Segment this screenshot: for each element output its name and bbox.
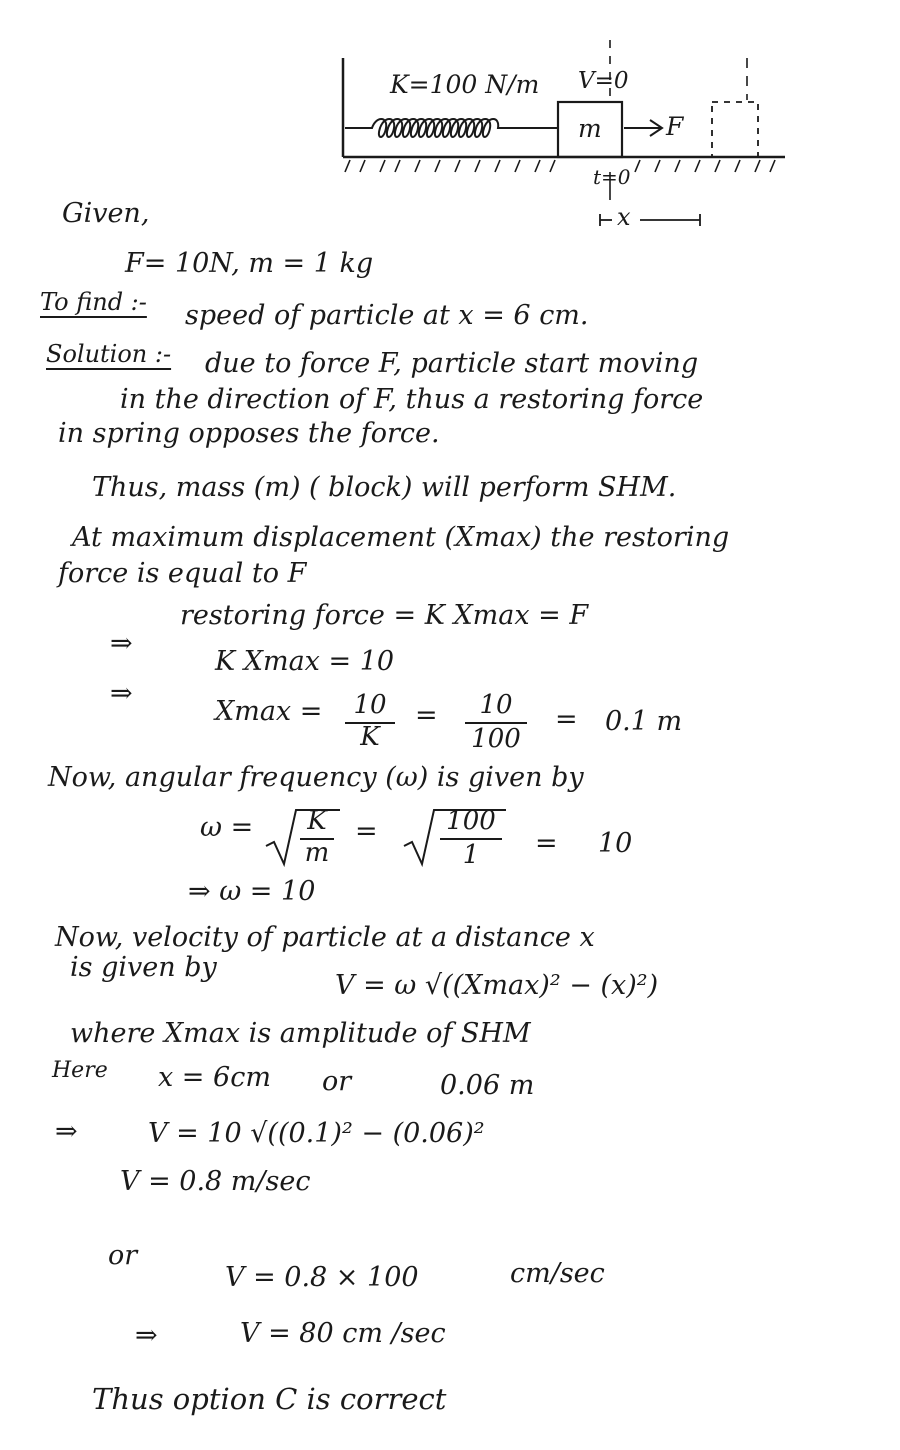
solution-label: Solution :- <box>46 340 172 368</box>
solution-line-1: due to force F, particle start moving <box>205 348 699 379</box>
omega-numerator-2: 100 <box>446 806 496 836</box>
here-label: Here <box>52 1058 108 1083</box>
velocity-formula: V = ω √((Xmax)² − (x)²) <box>335 970 659 1001</box>
solution-line-2: in the direction of F, thus a restoring force <box>120 384 704 415</box>
xmax-denominator-1: K <box>360 722 380 752</box>
omega-final: ⇒ ω = 10 <box>188 876 316 907</box>
velocity-final: V = 80 cm /sec <box>240 1318 446 1349</box>
xmax-numerator-1: 10 <box>353 690 387 720</box>
conclusion: Thus option C is correct <box>92 1382 447 1416</box>
given-heading: Given, <box>62 198 150 229</box>
xmax-numerator-2: 10 <box>479 690 513 720</box>
restoring-force-eq: restoring force = K Xmax = F <box>180 600 589 631</box>
solution-line-6: force is equal to F <box>58 558 307 589</box>
omega-denominator-2: 1 <box>462 840 480 870</box>
velocity-conversion-unit: cm/sec <box>510 1258 605 1289</box>
here-meters-value: 0.06 m <box>440 1070 535 1101</box>
solution-line-4: Thus, mass (m) ( block) will perform SHM. <box>92 472 677 503</box>
solution-line-3: in spring opposes the force. <box>58 418 440 449</box>
to-find-label: To find :- <box>40 288 147 316</box>
here-x-value: x = 6cm <box>158 1062 271 1093</box>
equals-sign: = <box>415 700 438 731</box>
xmax-lhs: Xmax = <box>215 696 323 727</box>
implies-arrow: ⇒ <box>110 678 133 709</box>
xmax-result: 0.1 m <box>605 706 683 737</box>
velocity-zero-label: V=0 <box>578 68 629 94</box>
kxmax-eq: K Xmax = 10 <box>215 646 395 677</box>
floor-hatching <box>345 160 775 172</box>
or-label: or <box>108 1240 138 1271</box>
to-find-text: speed of particle at x = 6 cm. <box>185 300 589 331</box>
omega-result: 10 <box>598 828 633 859</box>
omega-numerator-1: K <box>307 806 327 836</box>
spring <box>345 119 558 137</box>
equals-sign: = <box>535 828 558 859</box>
implies-arrow: ⇒ <box>110 628 133 659</box>
equals-sign: = <box>555 704 578 735</box>
here-or: or <box>322 1066 352 1097</box>
implies-arrow: ⇒ <box>55 1116 78 1147</box>
velocity-result: V = 0.8 m/sec <box>120 1166 311 1197</box>
omega-denominator-1: m <box>304 838 330 868</box>
given-values: F= 10N, m = 1 kg <box>125 248 374 279</box>
velocity-text-1: Now, velocity of particle at a distance x <box>55 922 595 953</box>
implies-arrow: ⇒ <box>135 1320 158 1351</box>
omega-lhs: ω = <box>200 812 254 843</box>
spring-constant-label: K=100 N/m <box>390 70 540 99</box>
velocity-substitution: V = 10 √((0.1)² − (0.06)² <box>148 1118 485 1149</box>
solution-line-5: At maximum displacement (Xmax) the restoring <box>72 522 730 553</box>
velocity-text-2: is given by <box>70 952 217 983</box>
velocity-conversion: V = 0.8 × 100 <box>225 1262 419 1293</box>
angular-frequency-text: Now, angular frequency (ω) is given by <box>48 762 584 793</box>
where-text: where Xmax is amplitude of SHM <box>70 1018 531 1049</box>
time-zero-label: t=0 <box>593 165 631 189</box>
x-label: x <box>617 203 631 231</box>
force-label: F <box>666 112 684 141</box>
displaced-block <box>712 102 758 157</box>
equals-sign: = <box>355 816 378 847</box>
xmax-denominator-2: 100 <box>471 724 521 754</box>
mass-label: m <box>578 114 602 143</box>
